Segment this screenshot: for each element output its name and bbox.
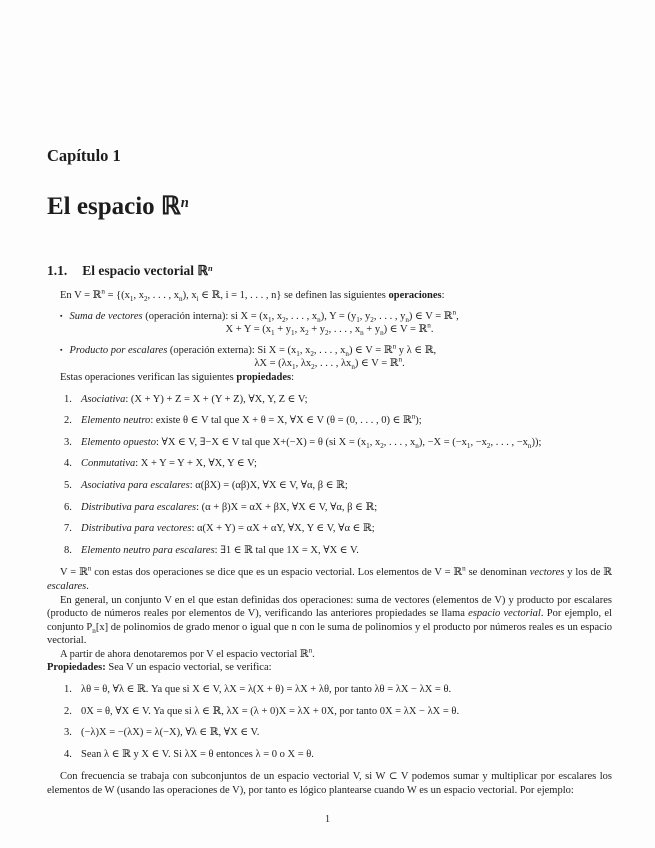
- propiedades-heading: Propiedades: Sea V un espacio vectorial, se verifica:: [47, 662, 272, 674]
- item-number: 2.: [64, 415, 72, 427]
- item-text: λθ = θ, ∀λ ∈ ℝ. Ya que si X ∈ V, λX = λ(X + θ) = λX + λθ, por tanto λθ = λX − λX = θ.: [81, 684, 452, 696]
- bullet-marker-icon: ▪: [60, 345, 63, 354]
- bullet-marker-icon: ▪: [60, 311, 63, 320]
- section-number: 1.1.: [47, 263, 68, 278]
- bullet-text: Suma de vectores (operación interna): si $X = (x_1$, $x_2$, . . . , $x_n$), $Y = (y_1$, $y_2$, . . . , $y_n$) ∈ V = ℝ$^n$,: [69, 308, 459, 324]
- verification-item: [47, 705, 612, 719]
- verification-item: [47, 683, 612, 697]
- property-item: [47, 544, 612, 558]
- item-number: 4.: [64, 748, 72, 760]
- item-number: 1.: [64, 393, 72, 405]
- verification-item: [47, 726, 612, 740]
- item-text: Conmutativa: X + Y = Y + X, ∀X, Y ∈ V;: [81, 458, 257, 470]
- item-text: Elemento neutro: existe θ ∈ V tal que X + θ = X, ∀X ∈ V (θ = (0, . . . , 0) ∈ ℝ$^n$);: [81, 412, 422, 427]
- item-text: Asociativa para escalares: α(βX) = (αβ)X, ∀X ∈ V, ∀α, β ∈ ℝ;: [81, 479, 348, 491]
- property-item: [47, 522, 612, 536]
- item-text: Distributiva para escalares: (α + β)X = αX + βX, ∀X ∈ V, ∀α, β ∈ ℝ;: [81, 501, 378, 513]
- item-number: 3.: [64, 436, 72, 448]
- property-item: [47, 501, 612, 515]
- property-item: [47, 393, 612, 407]
- section-heading: [47, 262, 612, 279]
- chapter-label: Capítulo 1: [47, 146, 121, 165]
- section-title: El espacio vectorial ℝ$^n$: [82, 263, 213, 278]
- closing-paragraph: Con frecuencia se trabaja con subconjuntos de un espacio vectorial V, si W ⊂ V podemos sumar y multiplicar por escalares los elementos de W (usando las operaciones de V), por tanto es lógico plantearse cuando W es un espacio vectorial. Por ejemplo:: [47, 771, 612, 797]
- item-number: 8.: [64, 544, 72, 556]
- equation-scalar-product: $\lambda X = (\lambda x_1$, $\lambda x_2$, . . . , $\lambda x_n$) ∈ V = ℝ$^n$.: [254, 355, 405, 372]
- verification-item: [47, 748, 612, 762]
- property-item: [47, 457, 612, 471]
- verifications-list: [47, 683, 612, 761]
- body-paragraph: En general, un conjunto V en el que estan definidas dos operaciones: suma de vectores (elementos de V) y producto por escalares (producto de números reales por elementos de V), verificando las anteriores propiedades se llama espacio vectorial. Por ejemplo, el conjunto $P_n[x]$ de polinomios de grado menor o igual que n con le suma de polinomios y el producto por números reales es un espacio vectorial.: [47, 594, 612, 647]
- item-number: 1.: [64, 684, 72, 696]
- property-item: [47, 436, 612, 450]
- intro-paragraph: En V = ℝ$^n$ = {($x_1$, $x_2$, . . . , $x_n$), $x_i$ ∈ ℝ, i = 1, . . . , n} se definen las siguientes operaciones:: [60, 287, 445, 304]
- item-number: 6.: [64, 501, 72, 513]
- properties-intro: Estas operaciones verifican las siguientes propiedades:: [60, 371, 294, 383]
- property-item: [47, 479, 612, 493]
- item-text: 0X = θ, ∀X ∈ V. Ya que si λ ∈ ℝ, λX = (λ + 0)X = λX + 0X, por tanto 0X = λX − λX = θ.: [81, 705, 460, 717]
- equation-vector-sum: $X + Y = (x_1 + y_1$, $x_2 + y_2$, . . . , $x_n + y_n$) ∈ V = ℝ$^n$.: [225, 321, 434, 338]
- item-text: Sean λ ∈ ℝ y X ∈ V. Si λX = θ entonces λ = 0 o X = θ.: [81, 748, 314, 760]
- properties-list: [47, 393, 612, 558]
- property-item: [47, 414, 612, 428]
- item-number: 7.: [64, 523, 72, 535]
- body-paragraph: A partir de ahora denotaremos por V el espacio vectorial ℝ$^n$.: [60, 646, 315, 660]
- item-number: 2.: [64, 705, 72, 717]
- item-text: Distributiva para vectores: α(X + Y) = αX + αY, ∀X, Y ∈ V, ∀α ∈ ℝ;: [81, 523, 375, 535]
- item-number: 3.: [64, 727, 72, 739]
- item-text: Asociativa: (X + Y) + Z = X + (Y + Z), ∀X, Y, Z ∈ V;: [81, 393, 308, 405]
- item-text: (−λ)X = −(λX) = λ(−X), ∀λ ∈ ℝ, ∀X ∈ V.: [81, 727, 260, 739]
- item-number: 4.: [64, 458, 72, 470]
- bullet-item-producto: [47, 344, 612, 358]
- bullet-text: Producto por escalares (operación externa): Si $X = (x_1$, $x_2$, . . . , $x_n$) ∈ V = ℝ$^n$ y λ ∈ ℝ,: [69, 342, 437, 358]
- bullet-item-suma: [47, 310, 612, 324]
- item-text: Elemento neutro para escalares: ∃1 ∈ ℝ tal que 1X = X, ∀X ∈ V.: [81, 544, 359, 556]
- item-number: 5.: [64, 479, 72, 491]
- body-paragraph: V = ℝ$^n$ con estas dos operaciones se dice que es un espacio vectorial. Los elementos de V = ℝ$^n$ se denominan vectores y los de ℝ escalares.: [47, 564, 612, 592]
- page-number: 1: [324, 814, 331, 826]
- item-text: Elemento opuesto: ∀X ∈ V, ∃−X ∈ V tal que X+(−X) = θ (si $X = (x_1$, $x_2$, . . . , $x_n$), $-X = (-x_1$, $-x_2$, . . . , $-x_n$));: [81, 436, 542, 450]
- chapter-title: El espacio ℝ$^n$: [47, 193, 189, 220]
